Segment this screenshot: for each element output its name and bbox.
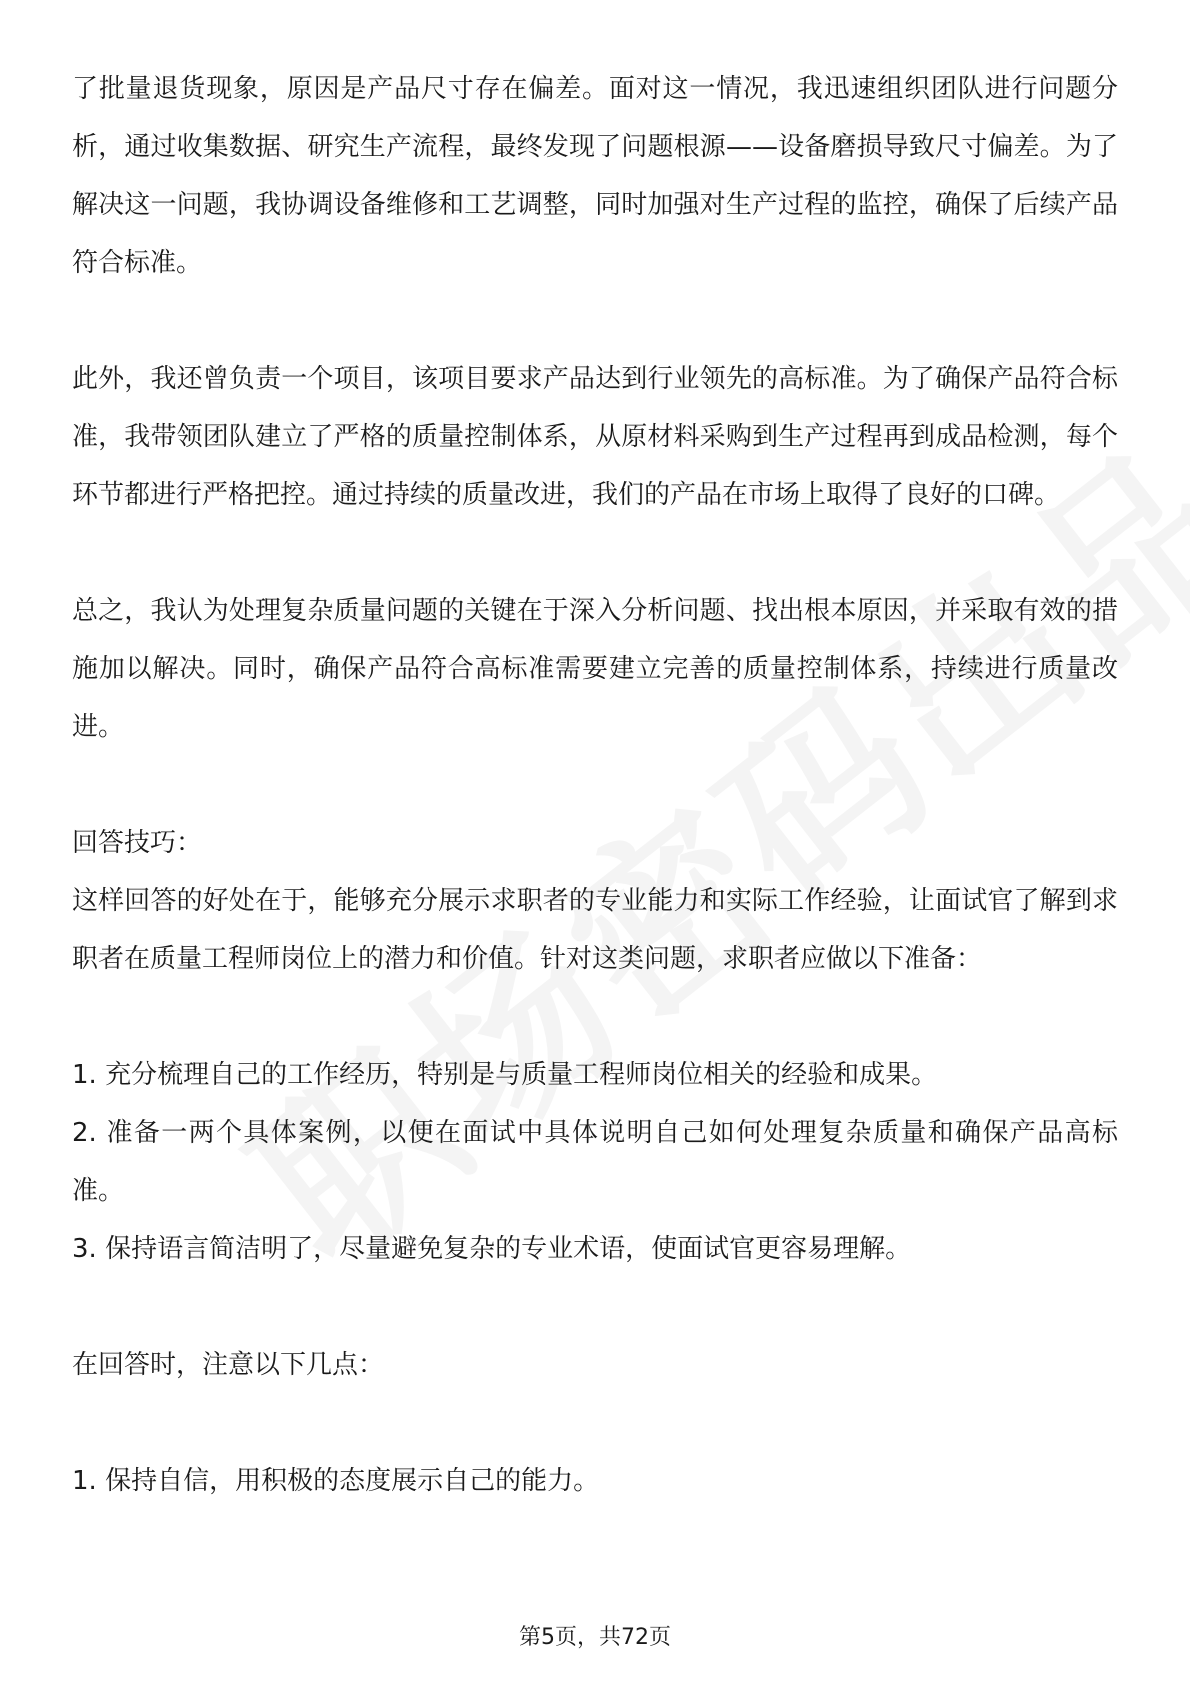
page-number: 第5页，共72页 bbox=[519, 1625, 671, 1650]
paragraph-batch-return: 了批量退货现象，原因是产品尺寸存在偏差。面对这一情况，我迅速组织团队进行问题分析，通过收集数据、研究生产流程，最终发现了问题根源——设备磨损导致尺寸偏差。为了解决这一问题，我协调设备维修和工艺调整，同时加强对生产过程的监控，确保了后续产品符合标准。 bbox=[72, 74, 1118, 278]
notes-heading: 在回答时，注意以下几点： bbox=[72, 1350, 385, 1380]
document-body bbox=[72, 60, 1118, 1510]
prep-item-2: 2. 准备一两个具体案例，以便在面试中具体说明自己如何处理复杂质量和确保产品高标准。 bbox=[72, 1118, 1118, 1206]
tips-intro: 这样回答的好处在于，能够充分展示求职者的专业能力和实际工作经验，让面试官了解到求职者在质量工程师岗位上的潜力和价值。针对这类问题，求职者应做以下准备： bbox=[72, 886, 1118, 974]
paragraph-summary: 总之，我认为处理复杂质量问题的关键在于深入分析问题、找出根本原因，并采取有效的措施加以解决。同时，确保产品符合高标准需要建立完善的质量控制体系，持续进行质量改进。 bbox=[72, 596, 1118, 742]
note-item-1: 1. 保持自信，用积极的态度展示自己的能力。 bbox=[72, 1466, 600, 1496]
prep-item-3: 3. 保持语言简洁明了，尽量避免复杂的专业术语，使面试官更容易理解。 bbox=[72, 1234, 912, 1264]
prep-item-1: 1. 充分梳理自己的工作经历，特别是与质量工程师岗位相关的经验和成果。 bbox=[72, 1060, 938, 1090]
paragraph-project-standard: 此外，我还曾负责一个项目，该项目要求产品达到行业领先的高标准。为了确保产品符合标准，我带领团队建立了严格的质量控制体系，从原材料采购到生产过程再到成品检测，每个环节都进行严格把控。通过持续的质量改进，我们的产品在市场上取得了良好的口碑。 bbox=[72, 364, 1118, 510]
tips-heading: 回答技巧： bbox=[72, 828, 203, 858]
